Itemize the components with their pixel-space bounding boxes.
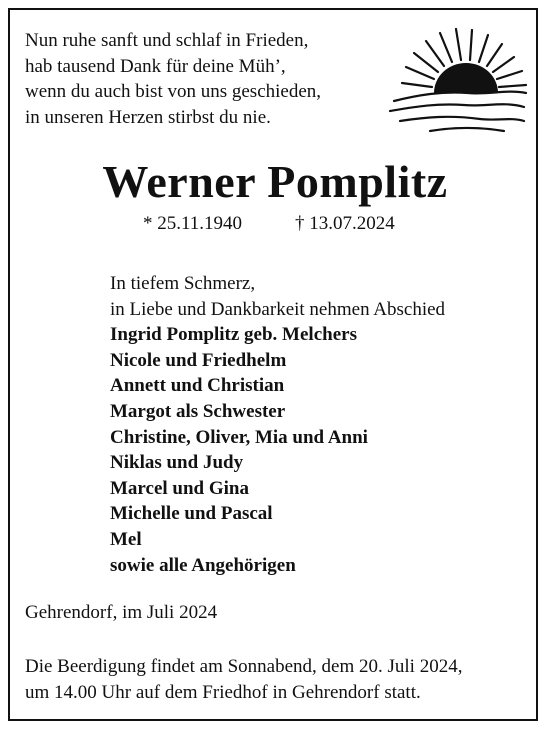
mourner-name: Michelle und Pascal [110, 503, 273, 525]
mourners-intro-line: in Liebe und Dankbarkeit nehmen Abschied [110, 298, 446, 320]
mourner-name: Annett und Christian [110, 375, 285, 397]
poem [25, 28, 321, 130]
mourner-name: Niklas und Judy [110, 452, 244, 474]
death-date: † 13.07.2024 [295, 213, 395, 234]
mourner-name: Nicole und Friedhelm [110, 349, 287, 371]
mourners-block [110, 271, 445, 578]
funeral-line: um 14.00 Uhr auf dem Friedhof in Gehrendorf statt. [25, 681, 421, 703]
poem-line: Nun ruhe sanft und schlaf in Frieden, [25, 30, 309, 51]
sunset-over-hills-icon [384, 27, 530, 135]
place-and-date: Gehrendorf, im Juli 2024 [25, 602, 218, 623]
mourner-name: Margot als Schwester [110, 400, 286, 422]
birth-date: * 25.11.1940 [143, 213, 243, 234]
mourners-intro-line: In tiefem Schmerz, [110, 273, 256, 294]
poem-line: in unseren Herzen stirbst du nie. [25, 106, 271, 128]
mourner-name: Marcel und Gina [110, 477, 249, 499]
mourner-name: Ingrid Pomplitz geb. Melchers [110, 324, 357, 346]
mourner-name: sowie alle Angehörigen [110, 554, 296, 576]
mourner-name: Mel [110, 528, 142, 550]
deceased-name: Werner Pomplitz [102, 156, 448, 207]
funeral-info [25, 654, 462, 705]
funeral-line: Die Beerdigung findet am Sonnabend, dem 20. Juli 2024, [25, 656, 463, 677]
mourner-name: Christine, Oliver, Mia und Anni [110, 426, 368, 448]
poem-line: wenn du auch bist von uns geschieden, [25, 81, 322, 103]
poem-line: hab tausend Dank für deine Müh’, [25, 55, 286, 77]
